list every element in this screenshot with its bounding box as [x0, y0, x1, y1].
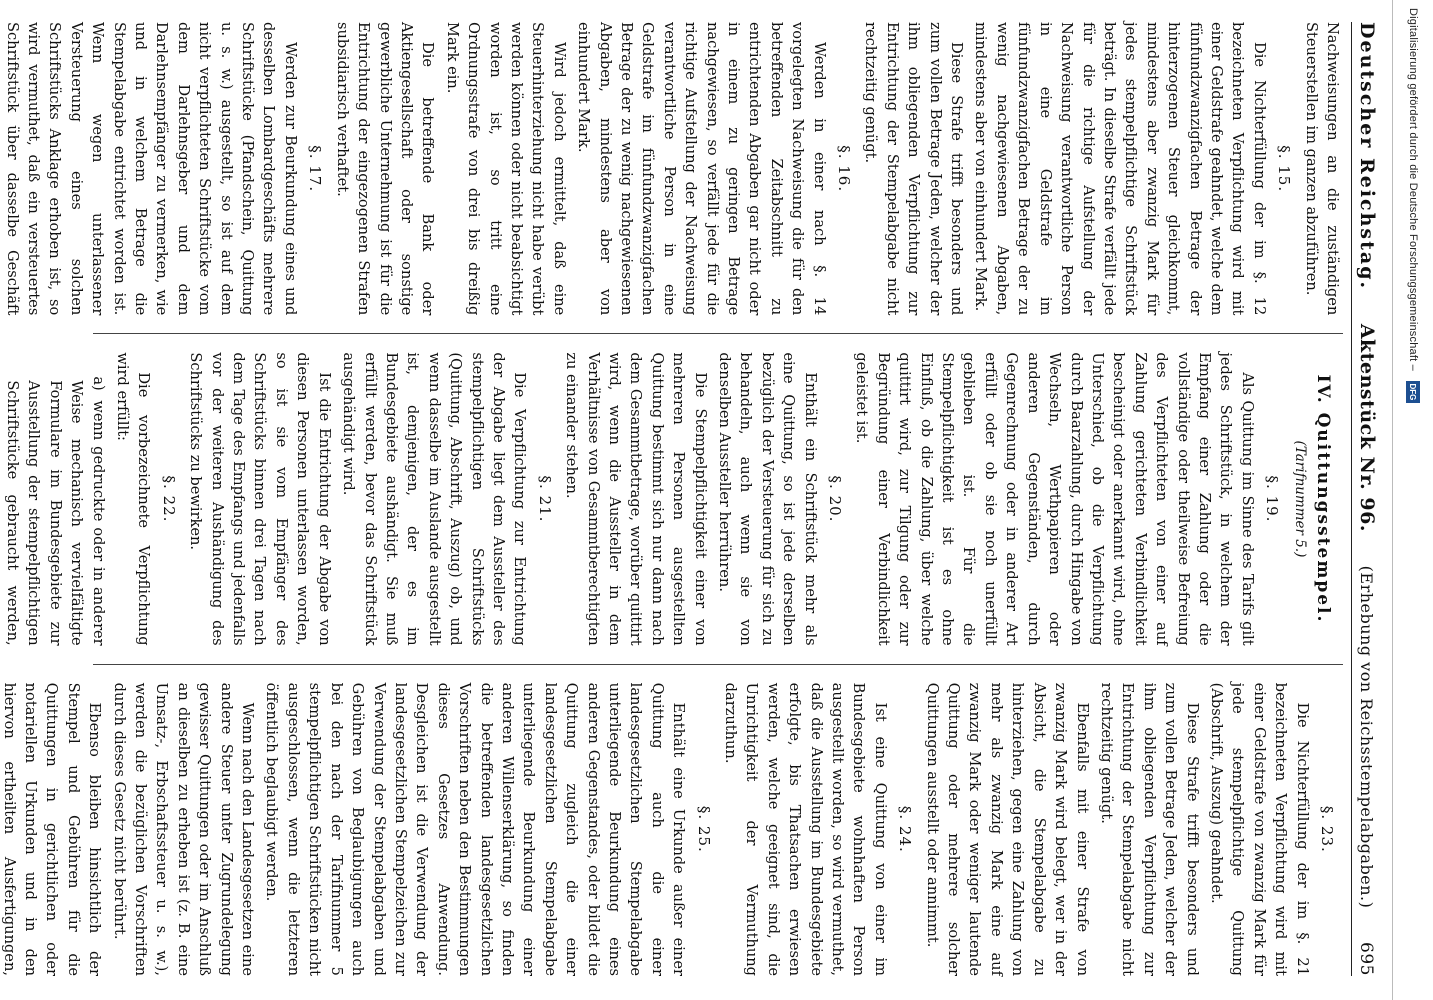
paragraph: Werden zur Beurkundung eines und desselben Lombardgeschäfts mehrere Schriftstücke (Pfandschein, Quittung u. s. w.) ausgestellt, so ist auf dem nicht verpflichteten Schriftstücke vom dem Darlehnsgeber und dem Darlehnsempfänger zu vermerken, wie und in welchem Betrage die Stempelabgabe entrichtet worden ist. Wenn wegen unterlassener Versteuerung eines solchen Schriftstücks Anklage erhoben ist, so wird vermuthet, daß ein versteuertes Schriftstück über dasselbe Geschäft	[3, 22, 299, 316]
digitization-credit: Digitalisierung gefördert durch die Deutsche Forschungsgemeinschaft –	[1407, 8, 1419, 371]
paragraph: Wenn nach den Landesgesetzen eine andere Steuer unter Zugrundelegung gewisser Quittungen oder im Anschluß an dieselben zu erheben ist (z. B. eine Umsatz-, Erbschaftssteuer u. s. w.), werden die bezüglichen Vorschriften durch dieses Gesetz nicht berührt.	[110, 682, 257, 976]
section-heading-23: §. 23.	[1318, 805, 1336, 853]
paragraph: Werden in einer nach §. 14 vorgelegten Nachweisung die für den betreffenden Zeitabschnitt zu entrichtenden Abgaben gar nicht oder in einem zu geringen Betrage nachgewiesen, so verfällt jede für die richtige Aufstellung der Nachweisung verantwortliche Person in eine Geldstrafe im fünfundzwanzigfachen Betrage der zu wenig nachgewiesenen Abgaben, mindestens aber von einhundert Mark.	[575, 22, 828, 316]
page-number: 695	[1356, 942, 1376, 976]
column-divider	[93, 664, 1343, 665]
dfg-logo-icon: DFG	[1406, 381, 1420, 403]
section-heading-19: §. 19.	[1263, 475, 1282, 523]
paragraph: Nachweisungen an die zuständigen Steuerstellen im ganzen abzuführen.	[1302, 22, 1341, 316]
paragraph: Die betreffende Bank oder Aktiengesellschaft oder sonstige gewerbliche Unternehmung ist für die Entrichtung der eingezogenen Strafen subsidiarisch verhaftet.	[333, 22, 437, 316]
paragraph: Die Nichterfüllung der im §. 12 bezeichneten Verpflichtung wird mit einer Geldstrafe geahndet, welche dem fünfundzwanzigfachen Betrage der hinterzogenen Steuer gleichkommt, mindestens aber zwanzig Mark für jedes stempelpflichtige Schriftstück beträgt. In dieselbe Strafe verfällt jede für die richtige Aufstellung der Nachweisung verantwortliche Person in eine Geldstrafe im fünfundzwanzigfachen Betrage der zu wenig nachgewiesenen Abgaben, mindestens aber von einhundert Mark.	[972, 22, 1268, 316]
paragraph: Die vorbezeichnete Verpflichtung wird erfüllt:	[114, 352, 153, 646]
paragraph: Ist die Entrichtung der Abgabe von diesen Personen unterlassen worden, so ist sie vom Empfänger des Schriftstücks binnen drei Tagen nach dem Tage des Empfangs und jedenfalls vor der weiteren Aushändigung des Schriftstücks zu bewirken.	[187, 352, 333, 646]
paragraph: Diese Strafe trifft besonders und zum vollen Betrage Jeden, welcher der ihm obliegenden Verpflichtung zur Entrichtung der Stempelabgabe nicht rechtzeitig genügt.	[1097, 682, 1201, 976]
paragraph: Ebenso bleiben hinsichtlich der Stempel und Gebühren für die Quittungen in gerichtlichen oder notariellen Urkunden und in den hiervon ertheilten Ausfertigungen,	[0, 682, 104, 976]
section-heading-15: §. 15.	[1275, 145, 1294, 193]
chapter-subheading: (Tarifnummer 5.)	[1291, 440, 1308, 558]
list-marker: a)	[89, 376, 107, 391]
paragraph: Die Stempelpflichtigkeit einer von mehreren Personen ausgestellten Quittung bestimmt sich nur dann nach dem Gesammtbetrage, worüber quittirt wird, wenn die Aussteller in dem Verhältnisse von Gesammtberechtigten zu einander stehen.	[563, 352, 709, 646]
section-heading-22: §. 22.	[159, 475, 178, 523]
paragraph: Die Nichterfüllung der im §. 21 bezeichneten Verpflichtung wird mit einer Geldstrafe von zwanzig Mark für jede stempelpflichtige Quittung (Abschrift, Auszug) geahndet.	[1207, 682, 1311, 976]
column-left	[3, 22, 1343, 316]
section-heading-17: §. 17.	[306, 145, 325, 193]
header-subject: (Erhebung von Reichsstempelabgaben.)	[1357, 565, 1376, 909]
chapter-heading: IV. Quittungsstempel.	[1313, 374, 1333, 624]
paragraph: Ebenfalls mit einer Strafe von zwanzig Mark wird belegt, wer in der Absicht, die Stempelabgabe zu hinterziehen, gegen eine Zahlung von mehr als zwanzig Mark eine auf zwanzig Mark oder weniger lautende Quittung oder mehrere solcher Quittungen ausstellt oder annimmt.	[923, 682, 1091, 976]
list-item-text: wenn gedruckte oder in anderer Weise mechanisch vervielfältigte Formulare im Bundesgebiete zur Ausstellung der stempelpflichtigen Schriftstücke gebraucht werden,	[4, 380, 107, 646]
column-divider	[93, 333, 1343, 334]
section-heading-20: §. 20.	[826, 475, 845, 523]
footer-inner	[1393, 0, 1433, 1000]
section-heading-24: §. 24.	[896, 805, 915, 853]
paragraph: Ist eine Quittung von einer im Bundesgebiete wohnhaften Person ausgestellt worden, so wird vermuthet, daß die Ausstellung im Bundesgebiete erfolgte, bis Thatsachen erwiesen werden, welche geeignet sind, die Unrichtigkeit der Vermuthung darzuthun.	[722, 682, 889, 976]
paragraph: Diese Strafe trifft besonders und zum vollen Betrage Jeden, welcher der ihm obliegenden Verpflichtung zur Entrichtung der Stempelabgabe nicht rechtzeitig genügt.	[862, 22, 966, 316]
digitization-footer	[1392, 0, 1433, 1000]
paragraph: Enthält ein Schriftstück mehr als eine Quittung, so ist jede derselben bezüglich der Versteuerung für sich zu behandeln, auch wenn sie von denselben Aussteller herrühren.	[716, 352, 819, 646]
paragraph: Als Quittung im Sinne des Tarifs gilt jedes Schriftstück, in welchem der Empfang einer Zahlung oder die vollständige oder theilweise Befreiung des Verpflichteten von einer auf Zahlung gerichteten Verbindlichkeit bescheinigt oder anerkannt wird, ohne Unterschied, ob die Verpflichtung durch Baarzahlung, durch Hingabe von Wechseln, Werthpapieren oder anderen Gegenständen, durch Gegenrechnung oder in anderer Art erfüllt oder ob sie noch unerfüllt geblieben ist. Für die Stempelpflichtigkeit ist es ohne Einfluß, ob die Zahlung, über welche quittirt wird, zur Tilgung oder zur Begründung einer Verbindlichkeit geleistet ist.	[853, 352, 1256, 646]
header-sheet: Aktenstück Nr. 96.	[1356, 323, 1378, 532]
paragraph: Wird jedoch ermittelt, daß eine Steuerhinterziehung nicht habe verübt werden können oder nicht beabsichtigt worden ist, so tritt eine Ordnungsstrafe von drei bis dreißig Mark ein.	[443, 22, 568, 316]
paragraph: Enthält eine Urkunde außer einer Quittung auch die einer landesgesetzlichen Stempelabgabe unterliegende Beurkundung eines anderen Gegenstandes, oder bildet die Quittung zugleich die einer landesgesetzlichen Stempelabgabe unterliegende Beurkundung einer anderen Willenserklärung, so finden die betreffenden landesgesetzlichen Vorschriften neben den Bestimmungen dieses Gesetzes Anwendung. Desgleichen ist die Verwendung der landesgesetzlichen Stempelzeichen zur Verwendung der Stempelabgaben und Gebühren von Beglaubigungen auch bei den nach der Tarifnummer 5 stempelpflichtigen Schriftstücken nicht ausgeschlossen, wenn die letzteren öffentlich beglaubigt werden.	[263, 682, 688, 976]
header-title: Deutscher Reichstag.	[1356, 22, 1378, 291]
column-right	[0, 682, 1343, 976]
section-heading-16: §. 16.	[835, 145, 854, 193]
paragraph: Die Verpflichtung zur Entrichtung der Abgabe liegt dem Aussteller des stempelpflichtigen Schriftstücks (Quittung, Abschrift, Auszug) ob, und wenn dasselbe im Auslande ausgestellt ist, demjenigen, der es im Bundesgebiete aushändigt. Sie muß erfüllt werden, bevor das Schriftstück ausgehändigt wird.	[340, 352, 529, 646]
text-columns	[0, 22, 1343, 976]
column-middle	[4, 352, 1343, 646]
section-heading-21: §. 21.	[535, 475, 554, 523]
running-head	[1351, 22, 1378, 976]
section-heading-25: §. 25.	[694, 805, 713, 853]
list-item	[0, 352, 109, 645]
